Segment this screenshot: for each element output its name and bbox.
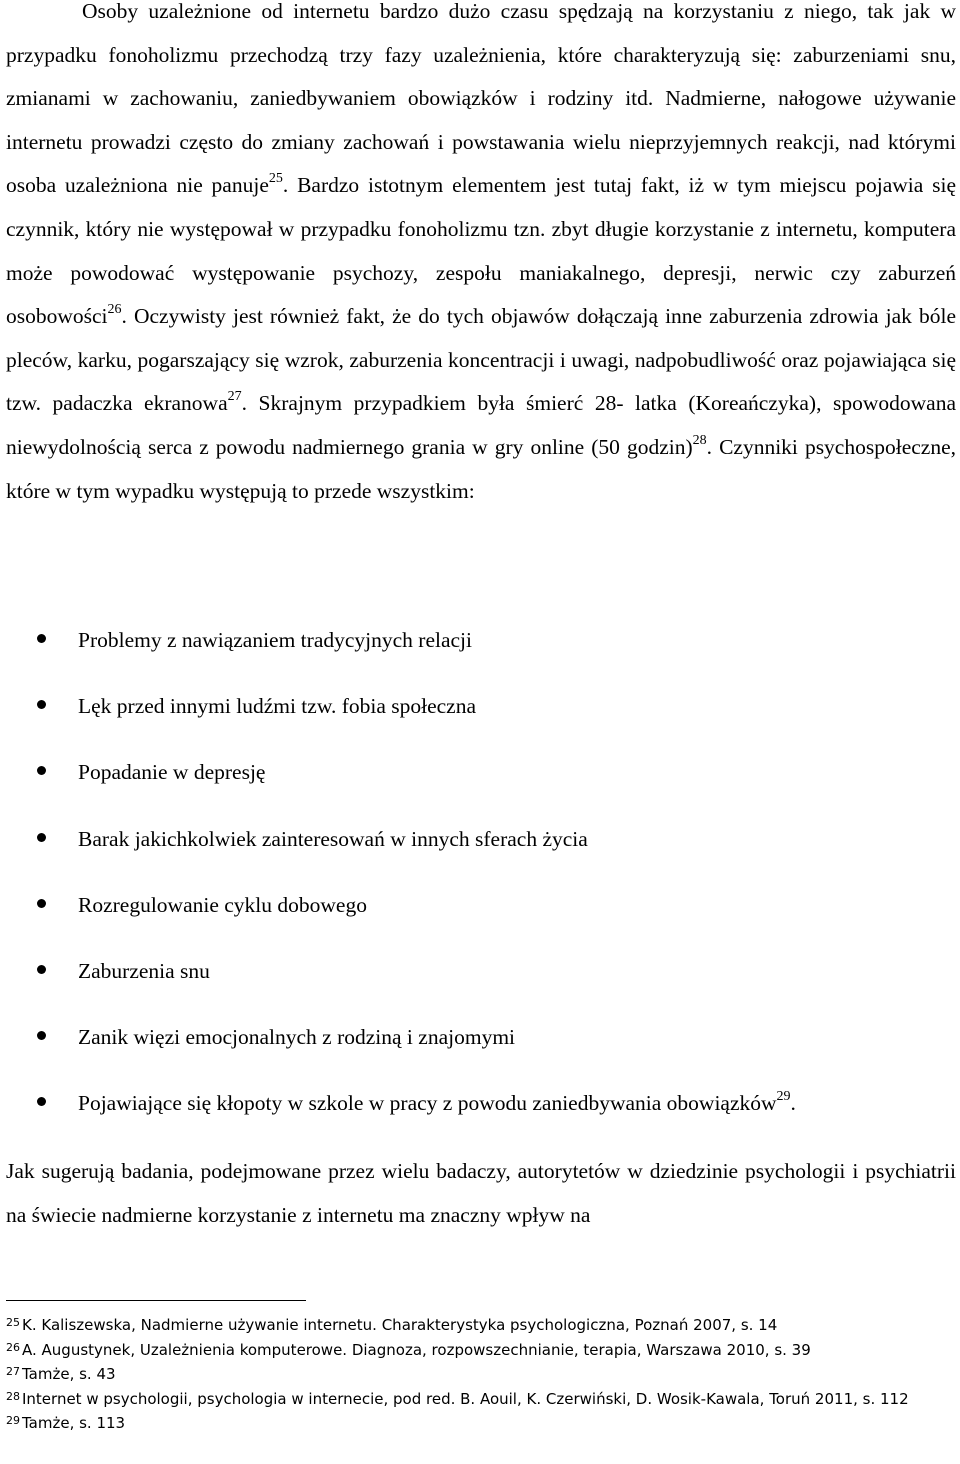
footnote-number: 27 — [6, 1365, 20, 1378]
footnote-29 — [6, 1412, 926, 1437]
footnote-26 — [6, 1339, 926, 1364]
list-item — [0, 684, 960, 750]
paragraph-text: Osoby uzależnione od internetu bardzo dużo czasu spędzają na korzystaniu z niego, tak jak w przypadku fonoholizmu przechodzą trzy fazy uzależnienia, które charakteryzują się: zaburzeniami snu, zmianami w zachowaniu, zaniedbywaniem obowiązków i rodziny itd. Nadmierne, nałogowe używanie internetu prowadzi często do zmiany zachowań i powstawania wielu nieprzyjemnych reakcji, nad którymi osoba uzależniona nie panuje — [6, 0, 956, 198]
list-item — [0, 750, 960, 816]
footnote-ref-27[interactable]: 27 — [227, 389, 242, 405]
list-item — [0, 618, 960, 684]
bullet-icon — [37, 700, 46, 709]
paragraph-text: . Skrajnym przypadkiem była śmierć 28- latka (Koreańczyka), spowodowana niewydolnością serca z powodu nadmiernego grania w gry online (50 godzin) — [6, 391, 956, 459]
list-item-text: Zaburzenia snu — [78, 958, 210, 983]
list-item-text: Zanik więzi emocjonalnych z rodziną i znajomymi — [78, 1025, 516, 1050]
list-item-text: Popadanie w depresję — [78, 760, 266, 785]
footnote-ref-25[interactable]: 25 — [268, 171, 283, 187]
footnote-text: K. Kaliszewska, Nadmierne używanie internetu. Charakterystyka psychologiczna, Poznań 2007, s. 14 — [22, 1316, 778, 1334]
footnote-number: 28 — [6, 1389, 20, 1403]
footnotes — [6, 1314, 946, 1437]
bullet-icon — [37, 965, 46, 974]
list-item — [0, 949, 960, 1015]
list-item — [0, 883, 960, 949]
list-item-label: Pojawiające się kłopoty w szkole w pracy z powodu zaniedbywania obowiązków — [78, 1091, 777, 1116]
paragraph-text: . Bardzo istotnym elementem jest tutaj fakt, iż w tym miejscu pojawia się czynnik, który nie występował w przypadku fonoholizmu tzn. zbyt długie korzystanie z internetu, komputera może powodować występowanie psychozy, zespołu maniakalnego, depresji, nerwic czy zaburzeń osobowości — [6, 173, 956, 329]
bullet-icon — [37, 899, 46, 908]
list-item-text: Barak jakichkolwiek zainteresowań w innych sferach życia — [78, 826, 588, 851]
footnote-number: 26 — [6, 1340, 20, 1354]
list-item-text — [78, 1091, 796, 1115]
bullet-icon — [37, 634, 46, 643]
footnote-text: Tamże, s. 43 — [22, 1365, 116, 1383]
list-item — [0, 817, 960, 883]
bullet-icon — [37, 766, 46, 775]
paragraph-text: . Oczywisty jest również fakt, że do tych objawów dołączają inne zaburzenia zdrowia jak bóle pleców, karku, pogarszający się wzrok, zaburzenia koncentracji i uwagi, nadpobudliwość oraz pojawiająca się tzw. padaczka ekranowa — [6, 304, 956, 416]
list-item — [0, 1015, 960, 1081]
bullet-icon — [37, 833, 46, 842]
body-paragraph-2: Jak sugerują badania, podejmowane przez wielu badaczy, autorytetów w dziedzinie psychologii i psychiatrii na świecie nadmierne korzystanie z internetu ma znaczny wpływ na — [6, 1159, 956, 1227]
footnote-separator — [6, 1300, 306, 1301]
footnote-number: 29 — [6, 1414, 20, 1427]
list-item — [0, 1081, 960, 1147]
footnote-ref-28[interactable]: 28 — [692, 432, 707, 448]
list-item-text: Problemy z nawiązaniem tradycyjnych relacji — [78, 628, 473, 652]
list-item-text: Lęk przed innymi ludźmi tzw. fobia społeczna — [78, 694, 477, 719]
bullet-icon — [37, 1031, 46, 1040]
footnote-ref-29[interactable]: 29 — [776, 1089, 791, 1105]
footnote-text: Tamże, s. 113 — [22, 1414, 126, 1432]
footnote-text: Internet w psychologii, psychologia w internecie, pod red. B. Aouil, K. Czerwiński, D. Wosik-Kawala, Toruń 2011, s. 112 — [22, 1389, 909, 1408]
body-paragraph-1 — [6, 0, 956, 513]
paragraph-text: . Czynniki psychospołeczne, które w tym wypadku występują to przede wszystkim: — [6, 434, 956, 503]
footnote-ref-26[interactable]: 26 — [107, 302, 122, 317]
footnote-28 — [6, 1388, 926, 1413]
list-item-tail: . — [790, 1091, 796, 1116]
footnote-27 — [6, 1363, 926, 1388]
footnote-25 — [6, 1314, 926, 1339]
list-item-text: Rozregulowanie cyklu dobowego — [78, 892, 367, 917]
bullet-list — [0, 618, 960, 1148]
bullet-icon — [37, 1097, 46, 1106]
footnote-text: A. Augustynek, Uzależnienia komputerowe. Diagnoza, rozpowszechnianie, terapia, Warszawa 2010, s. 39 — [22, 1340, 811, 1359]
footnote-number: 25 — [6, 1316, 20, 1329]
